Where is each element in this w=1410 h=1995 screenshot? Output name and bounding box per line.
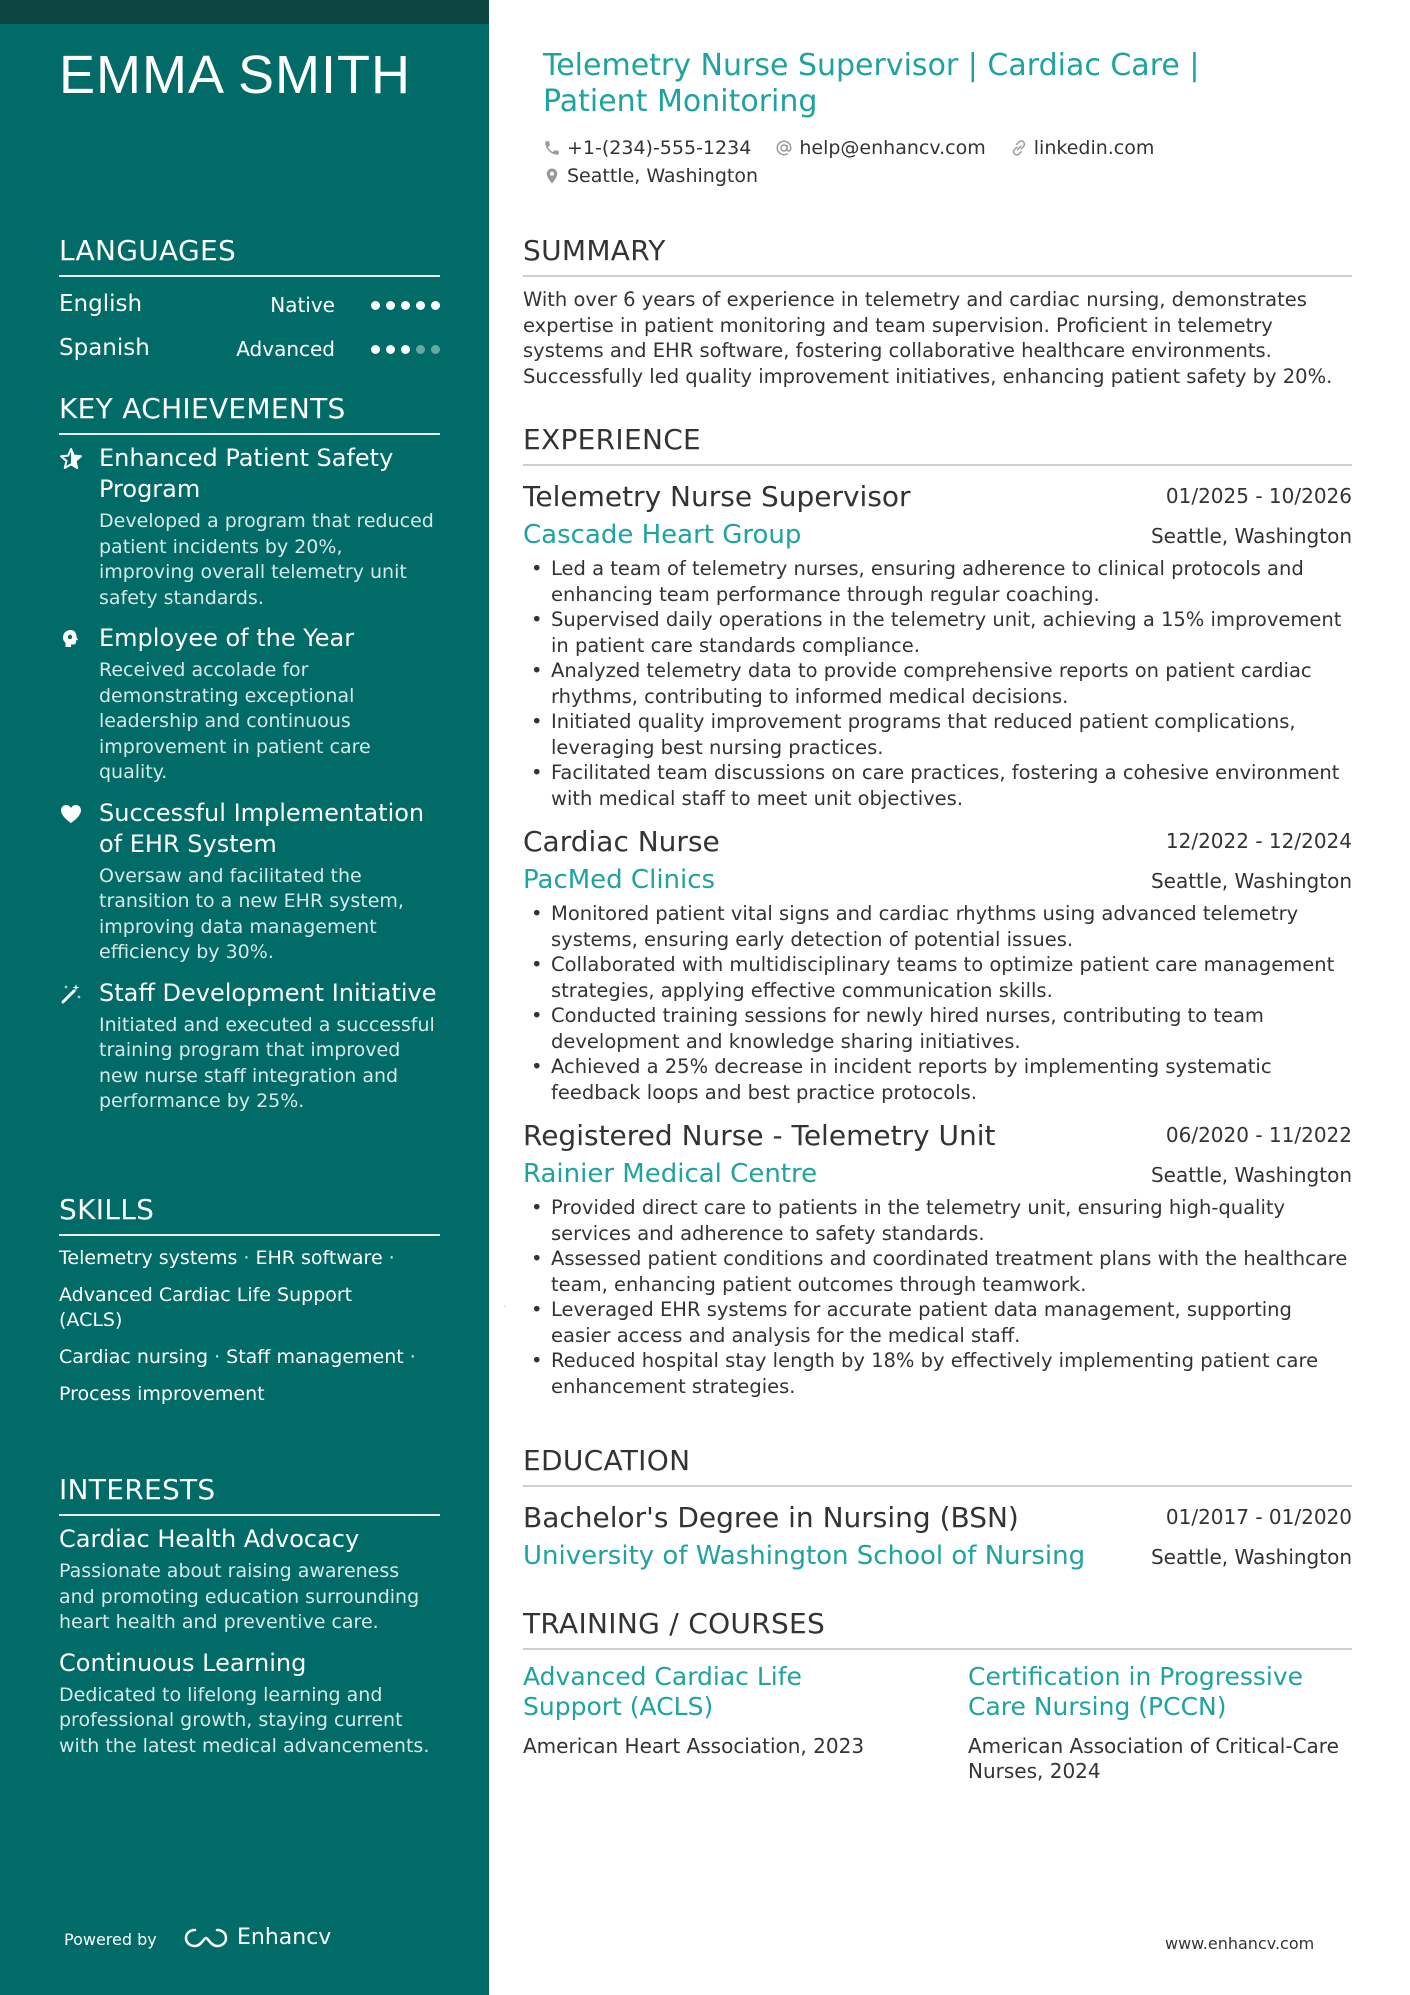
language-name: Spanish — [59, 335, 150, 361]
skill-tag: Telemetry systems — [59, 1247, 238, 1269]
job-bullets — [527, 901, 1352, 1105]
job-location: Seattle, Washington — [1150, 1163, 1352, 1187]
bullet-item: • Leveraged EHR systems for accurate patient data management, supporting easier access and analysis for the medical staff. — [527, 1297, 1352, 1348]
job-bullets — [527, 1195, 1352, 1399]
enhancv-logo — [183, 1925, 331, 1950]
achievements-section — [59, 392, 440, 1115]
bullet-item: • Led a team of telemetry nurses, ensuring adherence to clinical protocols and enhancing team performance through regular coaching. — [527, 556, 1352, 607]
achievement-title: Staff Development Initiative — [99, 978, 437, 1007]
language-name: English — [59, 291, 143, 317]
candidate-name: EMMA SMITH — [59, 45, 412, 105]
magic-wand-icon — [59, 982, 85, 1008]
rating-dot — [371, 301, 380, 310]
powered-by-label: Powered by — [64, 1930, 157, 1949]
heart-icon — [59, 802, 85, 828]
bullet-item: • Reduced hospital stay length by 18% by effectively implementing patient care enhancement strategies. — [527, 1348, 1352, 1399]
job-title: Cardiac Nurse — [523, 825, 720, 858]
achievement-description: Initiated and executed a successful training program that improved new nurse staff integration and performance by 25%. — [99, 1013, 435, 1112]
rating-dot — [386, 345, 395, 354]
achievement-item — [59, 623, 440, 786]
bullet-item: • Provided direct care to patients in the telemetry unit, ensuring high-quality services and adherence to safety standards. — [527, 1195, 1352, 1246]
rating-dot — [401, 301, 410, 310]
skill-tag: EHR software — [255, 1247, 383, 1269]
bullet-item: • Facilitated team discussions on care practices, fostering a cohesive environment with medical staff to meet unit objectives. — [527, 760, 1352, 811]
skill-tag: Process improvement — [59, 1383, 265, 1405]
skills-heading: SKILLS — [59, 1193, 440, 1236]
training-section — [523, 1607, 1352, 1784]
link-icon — [1010, 139, 1028, 157]
interest-title: Continuous Learning — [59, 1648, 307, 1677]
sidebar-top-bar — [0, 0, 489, 24]
course-title: Advanced Cardiac Life Support (ACLS) — [523, 1662, 802, 1721]
skill-row: Advanced Cardiac Life Support (ACLS) · — [59, 1284, 507, 1331]
rating-dot — [401, 345, 410, 354]
linkedin-contact[interactable] — [1010, 137, 1155, 159]
job-title: Telemetry Nurse Supervisor — [523, 480, 911, 513]
achievement-title: Successful Implementation of EHR System — [99, 798, 425, 858]
education-entry — [523, 1495, 1352, 1577]
job-title: Registered Nurse - Telemetry Unit — [523, 1119, 996, 1152]
course-provider: American Heart Association, 2023 — [523, 1734, 865, 1758]
interest-description: Passionate about raising awareness and promoting education surrounding heart health and preventive care. — [59, 1560, 420, 1633]
rating-dot-empty — [431, 345, 440, 354]
job-location: Seattle, Washington — [1150, 869, 1352, 893]
footer-url[interactable]: www.enhancv.com — [1165, 1934, 1315, 1953]
experience-section — [523, 423, 1352, 1399]
bullet-item: • Analyzed telemetry data to provide comprehensive reports on patient cardiac rhythms, contributing to informed medical decisions. — [527, 658, 1352, 709]
school-name: University of Washington School of Nursing — [523, 1541, 1086, 1571]
sidebar — [0, 0, 507, 1995]
interest-description: Dedicated to lifelong learning and professional growth, staying current with the latest medical advancements. — [59, 1683, 430, 1757]
brain-icon — [59, 627, 85, 653]
phone-icon — [543, 139, 561, 157]
bullet-item: • Conducted training sessions for newly hired nurses, contributing to team development and knowledge sharing initiatives. — [527, 1003, 1352, 1054]
education-dates: 01/2017 - 01/2020 — [1165, 1505, 1352, 1529]
education-heading: EDUCATION — [523, 1444, 1352, 1487]
achievement-item — [59, 443, 440, 611]
headline: Telemetry Nurse Supervisor | Cardiac Care | Patient Monitoring — [543, 48, 1200, 119]
company-name: PacMed Clinics — [523, 865, 716, 895]
language-rating — [371, 301, 440, 310]
job-entry — [523, 1113, 1352, 1399]
linkedin-text: linkedin.com — [1033, 137, 1155, 159]
skill-tag: Advanced Cardiac Life Support (ACLS) — [59, 1284, 353, 1331]
summary-section — [523, 234, 1352, 389]
bullet-item: • Achieved a 25% decrease in incident reports by implementing systematic feedback loops and best practice protocols. — [527, 1054, 1352, 1105]
language-item — [59, 325, 440, 369]
rating-dot — [386, 301, 395, 310]
education-section — [523, 1444, 1352, 1577]
job-location: Seattle, Washington — [1150, 524, 1352, 548]
company-name: Cascade Heart Group — [523, 520, 802, 550]
course-item — [523, 1662, 906, 1784]
languages-section — [59, 234, 440, 369]
email-contact[interactable] — [775, 137, 985, 159]
course-provider: American Association of Critical-Care Nurses, 2024 — [968, 1734, 1339, 1783]
job-entry — [523, 819, 1352, 1105]
language-level: Native — [270, 293, 335, 317]
achievements-heading: KEY ACHIEVEMENTS — [59, 392, 440, 435]
achievement-description: Received accolade for demonstrating exceptional leadership and continuous improvement in patient care quality. — [99, 659, 371, 783]
achievement-title: Employee of the Year — [99, 624, 355, 652]
language-level: Advanced — [236, 337, 335, 361]
bullet-item: • Supervised daily operations in the telemetry unit, achieving a 15% improvement in patient care standards compliance. — [527, 607, 1352, 658]
enhancv-brand-text: Enhancv — [237, 1925, 332, 1950]
job-dates: 01/2025 - 10/2026 — [1165, 484, 1352, 508]
course-item — [968, 1662, 1351, 1784]
phone-contact[interactable] — [543, 137, 751, 159]
achievement-description: Oversaw and facilitated the transition to a new EHR system, improving data management efficiency by 30%. — [99, 864, 404, 963]
enhancv-logo-mark-icon — [183, 1926, 229, 1950]
interest-title: Cardiac Health Advocacy — [59, 1525, 360, 1553]
job-dates: 06/2020 - 11/2022 — [1165, 1123, 1352, 1147]
language-rating — [371, 345, 440, 354]
location-pin-icon — [543, 167, 561, 185]
training-heading: TRAINING / COURSES — [523, 1607, 1352, 1650]
phone-text: +1-(234)-555-1234 — [567, 137, 752, 159]
achievement-description: Developed a program that reduced patient incidents by 20%, improving overall telemetry unit safety standards. — [99, 510, 434, 609]
interests-heading: INTERESTS — [59, 1473, 440, 1516]
bullet-item: • Initiated quality improvement programs that reduced patient complications, leveraging best nursing practices. — [527, 709, 1352, 760]
interests-section — [59, 1473, 440, 1759]
star-icon — [59, 447, 85, 473]
location-contact — [543, 165, 758, 187]
experience-heading: EXPERIENCE — [523, 423, 1352, 466]
location-text: Seattle, Washington — [567, 165, 758, 187]
achievement-item — [59, 978, 440, 1115]
company-name: Rainier Medical Centre — [523, 1159, 818, 1189]
summary-heading: SUMMARY — [523, 234, 1352, 277]
job-bullets — [527, 556, 1352, 811]
rating-dot — [416, 301, 425, 310]
skill-row: Cardiac nursing · Staff management · — [59, 1346, 416, 1368]
skill-row — [59, 1382, 440, 1407]
skill-row: Telemetry systems · EHR software · — [59, 1247, 395, 1269]
achievement-title: Enhanced Patient Safety Program — [99, 444, 394, 503]
achievement-item — [59, 798, 440, 966]
rating-dot — [371, 345, 380, 354]
degree-title: Bachelor's Degree in Nursing (BSN) — [523, 1501, 1019, 1534]
job-dates: 12/2022 - 12/2024 — [1165, 829, 1352, 853]
languages-heading: LANGUAGES — [59, 234, 440, 277]
rating-dot-empty — [416, 345, 425, 354]
education-location: Seattle, Washington — [1150, 1545, 1352, 1569]
at-sign-icon — [775, 139, 793, 157]
course-title: Certification in Progressive Care Nursing (PCCN) — [968, 1662, 1304, 1721]
job-entry — [523, 474, 1352, 811]
bullet-item: • Monitored patient vital signs and cardiac rhythms using advanced telemetry systems, ensuring early detection of potential issues. — [527, 901, 1352, 952]
rating-dot — [431, 301, 440, 310]
summary-text: With over 6 years of experience in telemetry and cardiac nursing, demonstrates expertise in patient monitoring and team supervision. Proficient in telemetry systems and EHR software, fostering collaborative healthcare environments. Successfully led quality improvement initiatives, enhancing patient safety by 20%. — [523, 288, 1333, 388]
skill-tag: Cardiac nursing — [59, 1346, 209, 1368]
language-item — [59, 281, 440, 325]
bullet-item: • Collaborated with multidisciplinary teams to optimize patient care management strategies, applying effective communication skills. — [527, 952, 1352, 1003]
contact-info — [543, 137, 1343, 193]
email-text: help@enhancv.com — [799, 137, 986, 159]
skill-tag: Staff management — [226, 1346, 404, 1368]
bullet-item: • Assessed patient conditions and coordinated treatment plans with the healthcare team, enhancing patient outcomes through teamwork. — [527, 1246, 1352, 1297]
skills-section — [59, 1193, 507, 1407]
